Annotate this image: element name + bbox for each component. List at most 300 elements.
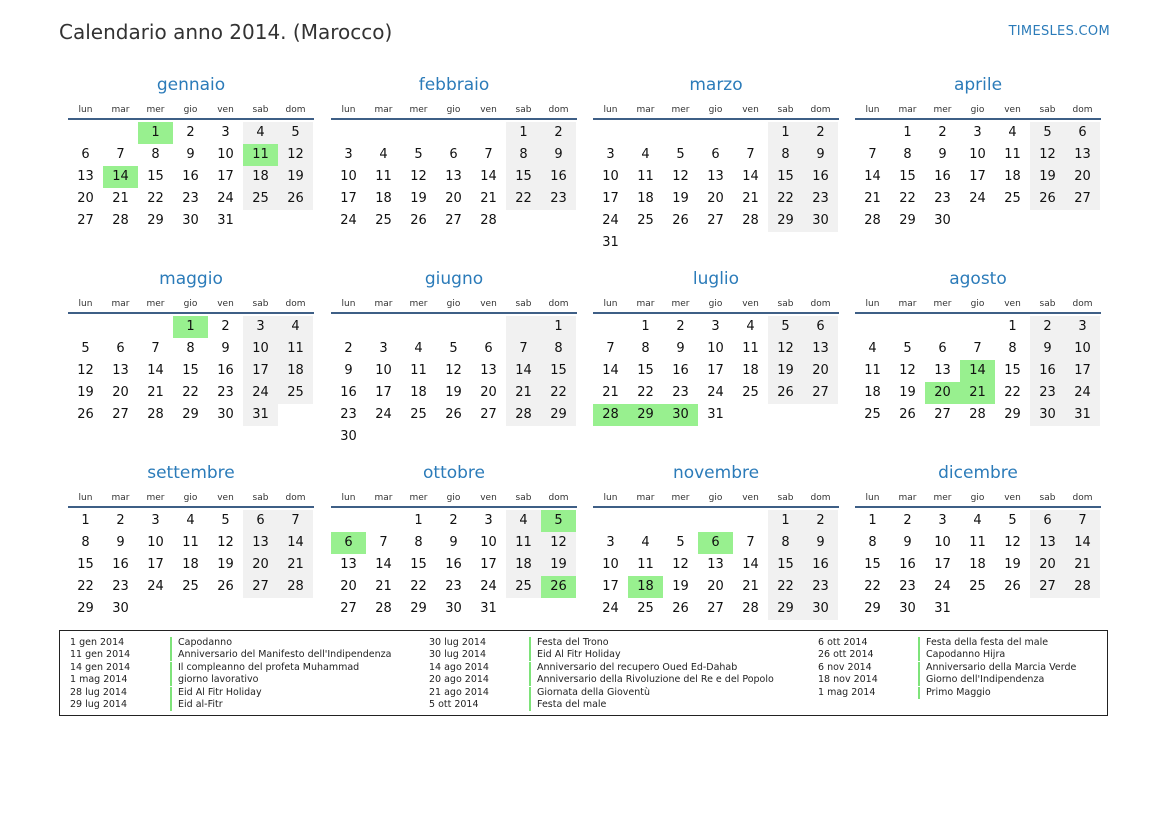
holiday-day: 14 bbox=[960, 360, 995, 382]
holiday-marker bbox=[918, 674, 920, 686]
weekday-label: gio bbox=[183, 299, 198, 309]
day: 21 bbox=[602, 385, 619, 400]
day: 7 bbox=[379, 535, 388, 550]
weekday-label: sab bbox=[1039, 299, 1056, 309]
month-marzo bbox=[593, 74, 839, 254]
day: 21 bbox=[480, 191, 497, 206]
day: 18 bbox=[742, 363, 759, 378]
day: 14 bbox=[1065, 532, 1100, 554]
day: 27 bbox=[445, 213, 462, 228]
day: 31 bbox=[480, 601, 497, 616]
day: 1 bbox=[541, 316, 576, 338]
day: 14 bbox=[864, 169, 881, 184]
day: 1 bbox=[641, 319, 650, 334]
day: 13 bbox=[707, 557, 724, 572]
weekday-label: gio bbox=[183, 105, 198, 115]
day: 17 bbox=[602, 579, 619, 594]
day: 24 bbox=[602, 601, 619, 616]
weekday-header bbox=[331, 490, 577, 508]
day: 8 bbox=[903, 147, 912, 162]
day: 9 bbox=[186, 147, 195, 162]
weekday-label: mar bbox=[111, 299, 130, 309]
day: 13 bbox=[77, 169, 94, 184]
legend-holiday-name: Anniversario del recupero Oued Ed-Dahab bbox=[537, 661, 738, 673]
day: 24 bbox=[602, 213, 619, 228]
day: 25 bbox=[969, 579, 986, 594]
day: 10 bbox=[934, 535, 951, 550]
day: 7 bbox=[506, 338, 541, 360]
day: 12 bbox=[899, 363, 916, 378]
month-gennaio bbox=[68, 74, 314, 232]
day: 26 bbox=[899, 407, 916, 422]
empty-cell bbox=[103, 122, 138, 144]
holiday-marker bbox=[170, 662, 172, 674]
day-grid bbox=[855, 316, 1101, 426]
day: 16 bbox=[445, 557, 462, 572]
day: 28 bbox=[278, 576, 313, 598]
weekday-label: sab bbox=[515, 105, 532, 115]
day: 4 bbox=[868, 341, 877, 356]
weekday-label: mer bbox=[409, 105, 428, 115]
legend-row bbox=[429, 699, 774, 711]
day: 19 bbox=[278, 166, 313, 188]
day: 1 bbox=[414, 513, 423, 528]
weekday-label: mer bbox=[146, 299, 165, 309]
legend-row bbox=[70, 637, 391, 649]
weekday-label: gio bbox=[446, 299, 461, 309]
day: 10 bbox=[602, 169, 619, 184]
legend-row bbox=[70, 699, 391, 711]
holiday-day: 28 bbox=[593, 404, 628, 426]
day: 24 bbox=[969, 191, 986, 206]
holiday-legend bbox=[59, 630, 1108, 716]
day: 23 bbox=[672, 385, 689, 400]
legend-row bbox=[818, 687, 1076, 699]
legend-row bbox=[818, 662, 1076, 674]
weekday-label: ven bbox=[480, 299, 497, 309]
day: 21 bbox=[742, 191, 759, 206]
day: 25 bbox=[864, 407, 881, 422]
day: 31 bbox=[217, 213, 234, 228]
day: 12 bbox=[410, 169, 427, 184]
day-grid bbox=[331, 122, 577, 232]
day: 26 bbox=[278, 188, 313, 210]
day: 11 bbox=[182, 535, 199, 550]
weekday-label: lun bbox=[603, 493, 618, 503]
day: 6 bbox=[81, 147, 90, 162]
day: 27 bbox=[934, 407, 951, 422]
day: 24 bbox=[217, 191, 234, 206]
day: 9 bbox=[938, 147, 947, 162]
day: 17 bbox=[340, 191, 357, 206]
day: 2 bbox=[541, 122, 576, 144]
weekday-label: mar bbox=[374, 299, 393, 309]
day: 15 bbox=[899, 169, 916, 184]
day: 27 bbox=[340, 601, 357, 616]
day: 31 bbox=[602, 235, 619, 250]
day: 7 bbox=[606, 341, 615, 356]
weekday-label: mar bbox=[374, 105, 393, 115]
empty-cell bbox=[103, 316, 138, 338]
day: 11 bbox=[375, 169, 392, 184]
day: 12 bbox=[672, 557, 689, 572]
day: 22 bbox=[637, 385, 654, 400]
day: 21 bbox=[506, 382, 541, 404]
day: 25 bbox=[278, 382, 313, 404]
day: 18 bbox=[1004, 169, 1021, 184]
empty-cell bbox=[593, 122, 628, 144]
day: 29 bbox=[768, 598, 803, 620]
day: 24 bbox=[1065, 382, 1100, 404]
weekday-label: mar bbox=[898, 493, 917, 503]
weekday-label: lun bbox=[341, 105, 356, 115]
month-name: settembre bbox=[147, 463, 235, 483]
empty-cell bbox=[366, 510, 401, 532]
empty-cell bbox=[436, 316, 471, 338]
day: 5 bbox=[768, 316, 803, 338]
day: 29 bbox=[1004, 407, 1021, 422]
day: 19 bbox=[217, 557, 234, 572]
day: 17 bbox=[480, 557, 497, 572]
weekday-label: gio bbox=[970, 299, 985, 309]
day: 11 bbox=[864, 363, 881, 378]
day: 18 bbox=[243, 166, 278, 188]
day: 12 bbox=[445, 363, 462, 378]
day: 6 bbox=[449, 147, 458, 162]
day: 22 bbox=[1004, 385, 1021, 400]
day: 19 bbox=[672, 579, 689, 594]
day: 2 bbox=[116, 513, 125, 528]
day: 11 bbox=[637, 557, 654, 572]
empty-cell bbox=[68, 316, 103, 338]
day: 19 bbox=[1030, 166, 1065, 188]
day: 5 bbox=[903, 341, 912, 356]
day-grid bbox=[68, 510, 314, 620]
month-name: gennaio bbox=[156, 75, 226, 95]
holiday-marker bbox=[170, 674, 172, 686]
day: 2 bbox=[938, 125, 947, 140]
empty-cell bbox=[471, 122, 506, 144]
weekday-label: sab bbox=[1039, 493, 1056, 503]
day: 26 bbox=[77, 407, 94, 422]
day: 25 bbox=[506, 576, 541, 598]
day: 18 bbox=[864, 385, 881, 400]
day: 2 bbox=[221, 319, 230, 334]
weekday-label: sab bbox=[1039, 105, 1056, 115]
month-name: novembre bbox=[672, 463, 760, 483]
empty-cell bbox=[663, 122, 698, 144]
day: 17 bbox=[147, 557, 164, 572]
legend-date: 11 gen 2014 bbox=[70, 649, 131, 661]
day: 8 bbox=[506, 144, 541, 166]
day: 11 bbox=[1004, 147, 1021, 162]
weekday-label: lun bbox=[78, 493, 93, 503]
day: 19 bbox=[77, 385, 94, 400]
day: 3 bbox=[938, 513, 947, 528]
day: 2 bbox=[344, 341, 353, 356]
weekday-label: mar bbox=[636, 493, 655, 503]
day: 24 bbox=[147, 579, 164, 594]
legend-holiday-name: Festa del male bbox=[537, 698, 607, 710]
day: 3 bbox=[606, 147, 615, 162]
day: 17 bbox=[217, 169, 234, 184]
weekday-label: mar bbox=[111, 493, 130, 503]
day: 16 bbox=[899, 557, 916, 572]
weekday-header bbox=[593, 102, 839, 120]
day: 30 bbox=[445, 601, 462, 616]
legend-holiday-name: Eid Al Fitr Holiday bbox=[537, 649, 621, 661]
holiday-day: 21 bbox=[960, 382, 995, 404]
day: 15 bbox=[410, 557, 427, 572]
weekday-label: ven bbox=[742, 493, 759, 503]
day: 15 bbox=[541, 360, 576, 382]
weekday-label: mer bbox=[933, 493, 952, 503]
day: 4 bbox=[641, 147, 650, 162]
holiday-day: 1 bbox=[138, 122, 173, 144]
weekday-label: lun bbox=[78, 105, 93, 115]
legend-date: 5 ott 2014 bbox=[429, 698, 479, 710]
holiday-marker bbox=[529, 687, 531, 699]
day: 9 bbox=[449, 535, 458, 550]
month-settembre bbox=[68, 462, 314, 620]
day: 26 bbox=[1004, 579, 1021, 594]
month-luglio bbox=[593, 268, 839, 426]
day: 7 bbox=[484, 147, 493, 162]
day: 23 bbox=[803, 188, 838, 210]
day: 26 bbox=[672, 601, 689, 616]
day: 21 bbox=[147, 385, 164, 400]
empty-cell bbox=[436, 122, 471, 144]
weekday-label: ven bbox=[480, 105, 497, 115]
legend-date: 1 mag 2014 bbox=[70, 674, 128, 686]
day: 28 bbox=[112, 213, 129, 228]
day: 26 bbox=[672, 213, 689, 228]
day: 27 bbox=[1065, 188, 1100, 210]
day: 23 bbox=[803, 576, 838, 598]
day: 22 bbox=[506, 188, 541, 210]
weekday-header bbox=[593, 490, 839, 508]
empty-cell bbox=[855, 316, 890, 338]
empty-cell bbox=[366, 316, 401, 338]
day: 27 bbox=[707, 213, 724, 228]
day: 14 bbox=[480, 169, 497, 184]
day-grid bbox=[68, 316, 314, 426]
day: 14 bbox=[506, 360, 541, 382]
weekday-label: mar bbox=[374, 493, 393, 503]
day: 27 bbox=[707, 601, 724, 616]
day: 12 bbox=[672, 169, 689, 184]
day-grid bbox=[331, 316, 577, 448]
day: 23 bbox=[541, 188, 576, 210]
weekday-header bbox=[855, 102, 1101, 120]
day: 7 bbox=[278, 510, 313, 532]
weekday-label: mer bbox=[409, 299, 428, 309]
day: 8 bbox=[1008, 341, 1017, 356]
legend-holiday-name: Giorno dell'Indipendenza bbox=[926, 674, 1045, 686]
day: 8 bbox=[768, 532, 803, 554]
legend-date: 6 ott 2014 bbox=[818, 637, 868, 648]
day: 28 bbox=[375, 601, 392, 616]
empty-cell bbox=[628, 122, 663, 144]
day: 20 bbox=[77, 191, 94, 206]
weekday-label: ven bbox=[217, 105, 234, 115]
day-grid bbox=[68, 122, 314, 232]
weekday-label: dom bbox=[285, 105, 306, 115]
day: 17 bbox=[969, 169, 986, 184]
weekday-label: dom bbox=[548, 105, 569, 115]
day: 25 bbox=[410, 407, 427, 422]
day: 19 bbox=[1004, 557, 1021, 572]
day: 10 bbox=[243, 338, 278, 360]
day: 28 bbox=[969, 407, 986, 422]
holiday-marker bbox=[529, 637, 531, 649]
day: 7 bbox=[973, 341, 982, 356]
day: 28 bbox=[480, 213, 497, 228]
legend-date: 29 lug 2014 bbox=[70, 698, 127, 710]
day: 13 bbox=[1030, 532, 1065, 554]
month-giugno bbox=[331, 268, 577, 448]
day: 24 bbox=[707, 385, 724, 400]
day: 11 bbox=[742, 341, 759, 356]
day: 16 bbox=[217, 363, 234, 378]
day: 23 bbox=[182, 191, 199, 206]
day: 19 bbox=[768, 360, 803, 382]
day: 25 bbox=[243, 188, 278, 210]
day: 4 bbox=[243, 122, 278, 144]
legend-holiday-name: Il compleanno del profeta Muhammad bbox=[178, 661, 360, 673]
weekday-label: mar bbox=[111, 105, 130, 115]
weekday-label: ven bbox=[1004, 105, 1021, 115]
day: 23 bbox=[217, 385, 234, 400]
weekday-label: dom bbox=[548, 493, 569, 503]
weekday-header bbox=[68, 102, 314, 120]
day: 6 bbox=[243, 510, 278, 532]
weekday-label: mar bbox=[898, 299, 917, 309]
day-grid bbox=[855, 122, 1101, 232]
weekday-label: dom bbox=[810, 493, 831, 503]
day: 2 bbox=[449, 513, 458, 528]
weekday-label: ven bbox=[742, 105, 759, 115]
day: 20 bbox=[243, 554, 278, 576]
day: 8 bbox=[151, 147, 160, 162]
day: 30 bbox=[1030, 404, 1065, 426]
day: 28 bbox=[506, 404, 541, 426]
month-name: febbraio bbox=[418, 75, 490, 95]
legend-row bbox=[429, 687, 774, 699]
day: 29 bbox=[410, 601, 427, 616]
weekday-label: gio bbox=[708, 493, 723, 503]
weekday-label: mer bbox=[671, 299, 690, 309]
day: 3 bbox=[1065, 316, 1100, 338]
day: 29 bbox=[899, 213, 916, 228]
day: 27 bbox=[480, 407, 497, 422]
weekday-header bbox=[855, 490, 1101, 508]
day-grid bbox=[331, 510, 577, 620]
day: 20 bbox=[445, 191, 462, 206]
day: 19 bbox=[410, 191, 427, 206]
weekday-label: dom bbox=[1072, 299, 1093, 309]
weekday-label: ven bbox=[217, 493, 234, 503]
weekday-label: lun bbox=[603, 105, 618, 115]
legend-date: 21 ago 2014 bbox=[429, 686, 489, 698]
legend-date: 1 gen 2014 bbox=[70, 637, 125, 648]
legend-date: 6 nov 2014 bbox=[818, 661, 872, 673]
weekday-label: sab bbox=[515, 299, 532, 309]
day: 13 bbox=[934, 363, 951, 378]
day: 16 bbox=[1030, 360, 1065, 382]
legend-row bbox=[818, 674, 1076, 686]
weekday-label: gio bbox=[446, 105, 461, 115]
day: 3 bbox=[484, 513, 493, 528]
legend-holiday-name: Giornata della Gioventù bbox=[537, 686, 651, 698]
day: 1 bbox=[768, 510, 803, 532]
legend-date: 26 ott 2014 bbox=[818, 649, 874, 661]
day: 15 bbox=[506, 166, 541, 188]
day: 6 bbox=[803, 316, 838, 338]
day: 18 bbox=[969, 557, 986, 572]
day: 21 bbox=[278, 554, 313, 576]
day: 12 bbox=[1004, 535, 1021, 550]
day: 1 bbox=[903, 125, 912, 140]
legend-holiday-name: Festa del Trono bbox=[537, 637, 609, 648]
empty-cell bbox=[401, 122, 436, 144]
day: 2 bbox=[803, 122, 838, 144]
holiday-day: 11 bbox=[243, 144, 278, 166]
day: 13 bbox=[243, 532, 278, 554]
legend-date: 28 lug 2014 bbox=[70, 686, 127, 698]
legend-holiday-name: Capodanno Hijra bbox=[926, 649, 1006, 661]
weekday-label: sab bbox=[252, 105, 269, 115]
holiday-day: 29 bbox=[628, 404, 663, 426]
day: 22 bbox=[864, 579, 881, 594]
day: 22 bbox=[541, 382, 576, 404]
day: 20 bbox=[112, 385, 129, 400]
day: 1 bbox=[81, 513, 90, 528]
day: 14 bbox=[375, 557, 392, 572]
legend-holiday-name: Capodanno bbox=[178, 637, 233, 648]
site-link[interactable]: TIMESLES.COM bbox=[1008, 24, 1110, 39]
day: 9 bbox=[116, 535, 125, 550]
day: 14 bbox=[742, 169, 759, 184]
day: 4 bbox=[641, 535, 650, 550]
legend-holiday-name: Eid al-Fitr bbox=[178, 698, 223, 710]
day: 1 bbox=[1008, 319, 1017, 334]
weekday-label: dom bbox=[810, 299, 831, 309]
weekday-label: dom bbox=[285, 299, 306, 309]
legend-row bbox=[818, 649, 1076, 661]
day: 9 bbox=[1030, 338, 1065, 360]
day: 7 bbox=[151, 341, 160, 356]
day: 21 bbox=[112, 191, 129, 206]
day: 5 bbox=[1008, 513, 1017, 528]
empty-cell bbox=[593, 316, 628, 338]
day: 31 bbox=[1065, 404, 1100, 426]
weekday-label: sab bbox=[777, 299, 794, 309]
legend-date: 30 lug 2014 bbox=[429, 649, 486, 661]
day: 8 bbox=[81, 535, 90, 550]
day: 28 bbox=[147, 407, 164, 422]
day: 3 bbox=[151, 513, 160, 528]
day: 1 bbox=[868, 513, 877, 528]
weekday-header bbox=[593, 296, 839, 314]
weekday-label: lun bbox=[865, 493, 880, 503]
day: 17 bbox=[243, 360, 278, 382]
weekday-label: dom bbox=[1072, 105, 1093, 115]
month-name: giugno bbox=[424, 269, 484, 289]
day: 15 bbox=[637, 363, 654, 378]
empty-cell bbox=[331, 122, 366, 144]
day: 22 bbox=[768, 576, 803, 598]
